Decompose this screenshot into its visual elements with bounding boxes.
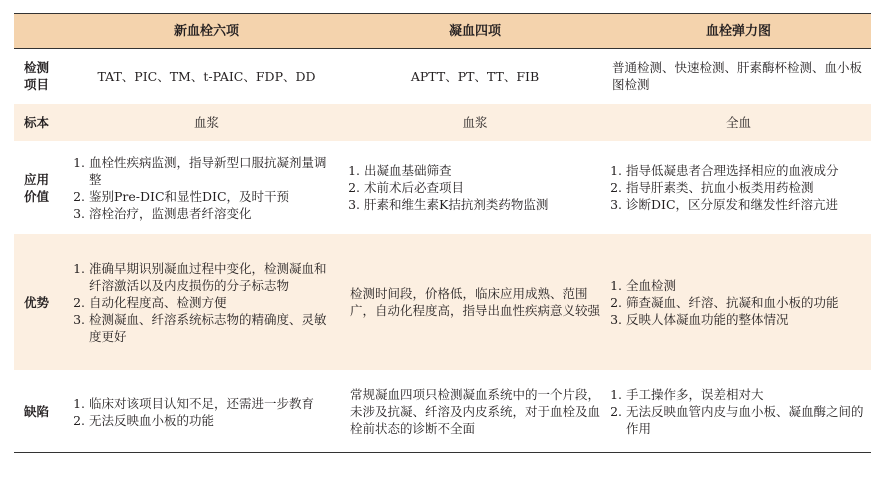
comparison-table	[14, 13, 871, 453]
list-item: 2. 自动化程度高、检测方便	[89, 294, 338, 311]
row-label	[14, 142, 69, 234]
list-item: 1. 准确早期识别凝血过程中变化，检测凝血和纤溶激活以及内皮损伤的分子标志物	[89, 260, 338, 294]
list-item: 1. 血栓性疾病监测，指导新型口服抗凝剂量调整	[89, 154, 338, 188]
row-label-text: 应用价值	[24, 171, 50, 204]
cell-coag-four: APTT、PT、TT、FIB	[344, 49, 606, 104]
list-item: 1. 指导低凝患者合理选择相应的血液成分	[626, 162, 865, 179]
header-row	[14, 14, 871, 49]
header-teg: 血栓弹力图	[606, 14, 871, 49]
cell-new-thrombus: TAT、PIC、TM、t-PAIC、FDP、DD	[69, 49, 344, 104]
cell-coag-four	[344, 234, 606, 371]
adv-text-2: 检测时间段，价格低，临床应用成熟、范围广，自动化程度高，指导出血性疾病意义较强	[350, 286, 601, 318]
row-label: 优势	[14, 234, 69, 371]
cell-teg	[606, 142, 871, 234]
value-list-1	[75, 154, 338, 222]
list-item: 2. 无法反映血小板的功能	[89, 412, 338, 429]
list-item: 3. 检测凝血、纤溶系统标志物的精确度、灵敏度更好	[89, 311, 338, 345]
list-item: 2. 鉴别Pre-DIC和显性DIC，及时干预	[89, 188, 338, 205]
adv-list-1	[75, 260, 338, 345]
header-corner	[14, 14, 69, 49]
dis-text-2: 常规凝血四项只检测凝血系统中的一个片段，未涉及抗凝、纤溶及内皮系统，对于血栓及血栓前状态的诊断不全面	[350, 387, 601, 436]
list-item: 3. 溶栓治疗，监测患者纤溶变化	[89, 205, 338, 222]
cell-teg: 全血	[606, 104, 871, 142]
header-new-thrombus-six: 新血栓六项	[69, 14, 344, 49]
cell-new-thrombus	[69, 371, 344, 453]
cell-new-thrombus	[69, 142, 344, 234]
list-item: 3. 反映人体凝血功能的整体情况	[626, 311, 865, 328]
adv-list-3	[612, 277, 865, 328]
list-item: 2. 筛查凝血、纤溶、抗凝和血小板的功能	[626, 294, 865, 311]
list-item: 2. 指导肝素类、抗血小板类用药检测	[626, 179, 865, 196]
header-coag-four: 凝血四项	[344, 14, 606, 49]
row-label	[14, 49, 69, 104]
list-item: 1. 出凝血基础筛查	[364, 162, 600, 179]
row-sample	[14, 104, 871, 142]
list-item: 1. 临床对该项目认知不足，还需进一步教育	[89, 395, 338, 412]
row-label: 缺陷	[14, 371, 69, 453]
value-list-3	[612, 162, 865, 213]
list-item: 2. 术前术后必查项目	[364, 179, 600, 196]
list-item: 3. 肝素和维生素K拮抗剂类药物监测	[364, 196, 600, 213]
row-defect	[14, 371, 871, 453]
list-item: 1. 手工操作多，误差相对大	[626, 386, 865, 403]
cell-teg	[606, 371, 871, 453]
cell-coag-four: 血浆	[344, 104, 606, 142]
value-list-2	[350, 162, 600, 213]
cell-coag-four	[344, 142, 606, 234]
row-advantage	[14, 234, 871, 371]
cell-new-thrombus: 血浆	[69, 104, 344, 142]
row-detect-items	[14, 49, 871, 104]
cell-teg: 普通检测、快速检测、肝素酶杯检测、血小板图检测	[606, 49, 871, 104]
cell-new-thrombus	[69, 234, 344, 371]
row-label-text: 检测项目	[24, 60, 50, 92]
list-item: 1. 全血检测	[626, 277, 865, 294]
list-item: 2. 无法反映血管内皮与血小板、凝血酶之间的作用	[626, 403, 865, 437]
dis-list-1	[75, 395, 338, 429]
row-app-value	[14, 142, 871, 234]
cell-teg	[606, 234, 871, 371]
cell-coag-four	[344, 371, 606, 453]
list-item: 3. 诊断DIC，区分原发和继发性纤溶亢进	[626, 196, 865, 213]
row-label: 标本	[14, 104, 69, 142]
dis-list-3	[612, 386, 865, 437]
